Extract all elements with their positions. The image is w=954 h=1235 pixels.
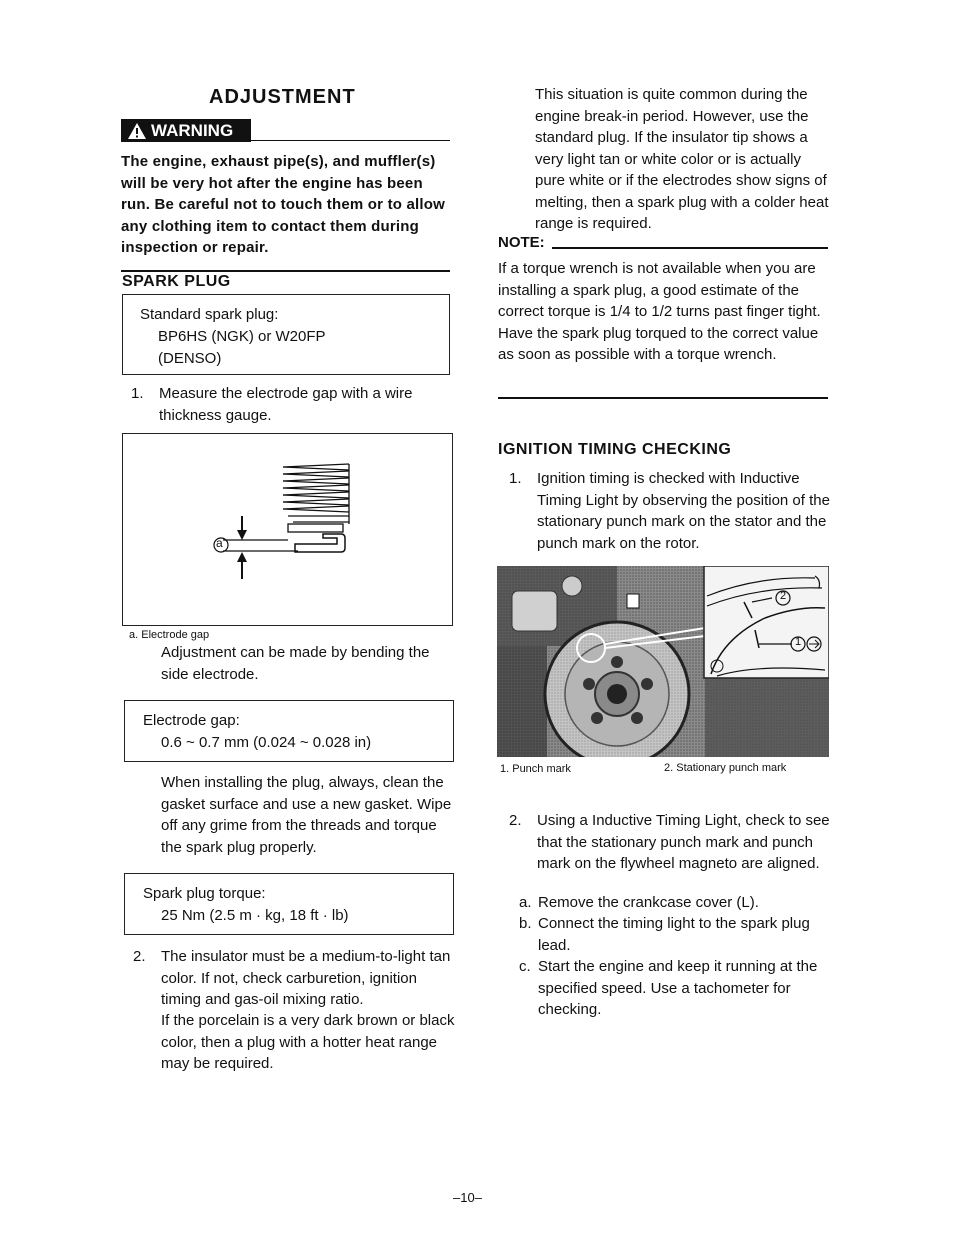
- step-number: 1.: [131, 385, 144, 402]
- spec-box-torque: [124, 873, 454, 935]
- spec-box-standard-plug: [122, 294, 450, 375]
- spec-value: BP6HS (NGK) or W20FP: [158, 328, 326, 345]
- spec-value: 25 Nm (2.5 m · kg, 18 ft · lb): [161, 907, 349, 924]
- spec-box-electrode-gap: [124, 700, 454, 762]
- spec-label: Electrode gap:: [143, 712, 240, 729]
- figure-marker: a: [216, 536, 223, 550]
- spec-value: (DENSO): [158, 350, 222, 367]
- substep-letter: a.: [519, 894, 532, 911]
- step-number: 2.: [509, 812, 522, 829]
- electrode-gap-figure: [122, 433, 453, 626]
- substep-text: Start the engine and keep it running at the specified speed. Use a tachometer for checking.: [538, 958, 818, 1018]
- step-number: 2.: [133, 948, 146, 965]
- step-text: Using a Inductive Timing Light, check to see that the stationary punch mark and punch mark on the flywheel magneto are aligned.: [537, 812, 830, 872]
- photo-label-1: 1: [795, 636, 802, 648]
- substep-text: Connect the timing light to the spark plug lead.: [538, 915, 810, 954]
- divider: [121, 270, 450, 272]
- photo-label-2: 2: [780, 590, 787, 602]
- warning-label: WARNING: [151, 121, 234, 140]
- photo-caption-1: 1. Punch mark: [500, 763, 571, 775]
- spec-label: Spark plug torque:: [143, 885, 266, 902]
- step-text: Ignition timing is checked with Inductive Timing Light by observing the position of the stationary punch mark on the stator and the punch mark on the rotor.: [537, 470, 830, 552]
- step-text: The insulator must be a medium-to-light tan color. If not, check carburetion, ignition timing and gas-oil mixing ratio.: [161, 948, 451, 1008]
- step-number: 1.: [509, 470, 522, 487]
- warning-text: The engine, exhaust pipe(s), and muffler(s) will be very hot after the engine has been run. Be careful not to touch them or to allow any clothing item to contact them during inspection or repair.: [121, 153, 446, 256]
- note-text: If a torque wrench is not available when you are installing a spark plug, a good estimate of the correct torque is 1/4 to 1/2 turns past finger tight. Have the spark plug torqued to the correct value as soon as possible with a torque wrench.: [498, 260, 821, 363]
- photo-caption-2: 2. Stationary punch mark: [664, 762, 787, 774]
- note-label: NOTE:: [498, 234, 545, 251]
- timing-mark-photo: [497, 566, 829, 757]
- divider: [552, 247, 828, 249]
- step-text: If the porcelain is a very dark brown or black color, then a plug with a hotter heat range may be required.: [161, 1012, 455, 1072]
- figure-caption: a. Electrode gap: [129, 629, 210, 641]
- ignition-heading: IGNITION TIMING CHECKING: [498, 441, 732, 458]
- situation-text: This situation is quite common during the engine break-in period. However, use the standard plug. If the insulator tip shows a very light tan or white color or is actually pure white or if the electrodes show signs of melting, then a spark plug with a colder heat range is required.: [535, 86, 829, 232]
- page-number: –10–: [453, 1190, 482, 1205]
- substep-text: Remove the crankcase cover (L).: [538, 894, 759, 911]
- warning-triangle-icon: [127, 122, 147, 140]
- install-text: When installing the plug, always, clean the gasket surface and use a new gasket. Wipe off any grime from the threads and torque the spark plug properly.: [161, 774, 452, 856]
- step-text: Measure the electrode gap with a wire thickness gauge.: [159, 385, 413, 424]
- spark-plug-illustration: [123, 434, 452, 625]
- warning-badge: [121, 119, 251, 142]
- page-title: ADJUSTMENT: [209, 86, 356, 108]
- divider: [251, 140, 450, 141]
- substep-letter: c.: [519, 958, 531, 975]
- spec-label: Standard spark plug:: [140, 306, 279, 323]
- adjust-text: Adjustment can be made by bending the side electrode.: [161, 644, 430, 683]
- substep-letter: b.: [519, 915, 532, 932]
- spark-plug-heading: SPARK PLUG: [122, 273, 231, 290]
- spec-value: 0.6 ~ 0.7 mm (0.024 ~ 0.028 in): [161, 734, 372, 751]
- divider: [498, 397, 828, 399]
